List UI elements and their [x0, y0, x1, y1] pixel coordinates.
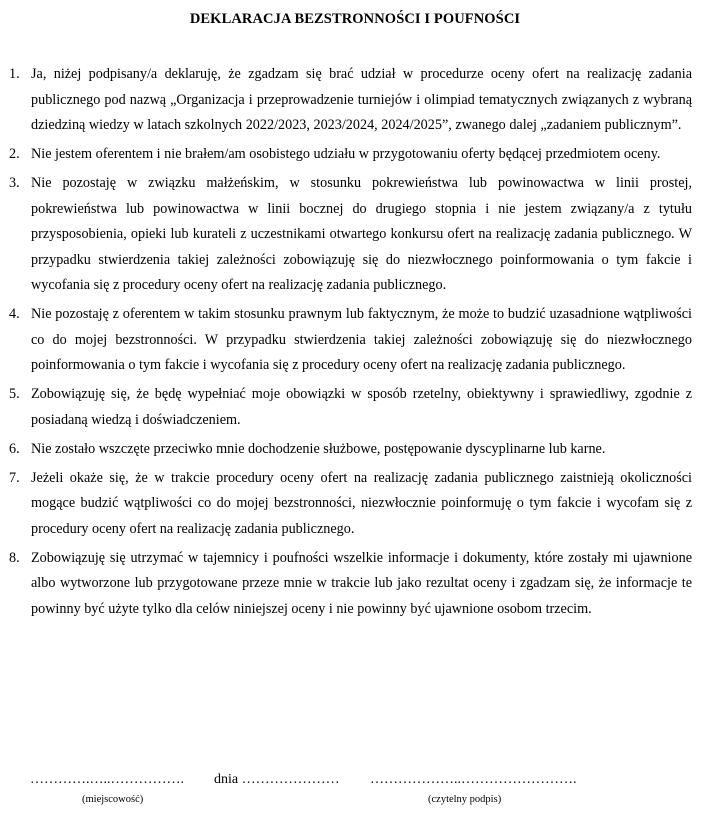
item-number: 4. — [9, 306, 20, 322]
item-text: Nie jestem oferentem i nie brałem/am osobistego udziału w przygotowaniu oferty będącej przedmiotem oceny. — [31, 146, 661, 162]
document-title: DEKLARACJA BEZSTRONNOŚCI I POUFNOŚCI — [189, 11, 521, 27]
declaration-item — [6, 302, 692, 379]
declaration-item — [6, 546, 692, 623]
item-text: Zobowiązuję się, że będę wypełniać moje obowiązki w sposób rzetelny, obiektywny i sprawiedliwy, zgodnie z posiadaną wiedzą i doświadczeniem. — [31, 386, 692, 428]
place-caption: (miejscowość) — [82, 794, 144, 805]
item-text: Nie pozostaję z oferentem w takim stosunku prawnym lub faktycznym, że może to budzić uzasadnione wątpliwości co do mojej bezstronności. W przypadku stwierdzenia takiej zależności zobowiązuję się do niezwłocznego poinformowania o tym fakcie i wycofania się z procedury oceny ofert na realizację zadania publicznego. — [31, 306, 692, 373]
declaration-list — [6, 62, 692, 626]
signature-caption: (czytelny podpis) — [428, 794, 502, 805]
signature-section — [0, 772, 710, 812]
item-text: Nie pozostaję w związku małżeńskim, w stosunku pokrewieństwa lub powinowactwa w linii prostej, pokrewieństwa lub powinowactwa w linii bocznej do drugiego stopnia i nie jestem związany/a z tytułu przysposobienia, opieki lub kurateli z uczestnikami otwartego konkursu ofert na realizację zadania publicznego. W przypadku stwierdzenia takiej zależności zobowiązuję się do niezwłocznego poinformowania o tym fakcie i wycofania się z procedury oceny ofert na realizację zadania publicznego. — [31, 175, 692, 293]
item-number: 2. — [9, 146, 20, 162]
item-number: 5. — [9, 386, 20, 402]
declaration-item — [6, 437, 692, 463]
declaration-item — [6, 62, 692, 139]
declaration-item — [6, 466, 692, 543]
item-text: Nie zostało wszczęte przeciwko mnie dochodzenie służbowe, postępowanie dyscyplinarne lub karne. — [31, 440, 606, 457]
declaration-item — [6, 142, 692, 168]
item-number: 8. — [9, 549, 20, 566]
signature-line: ………………..……………………. — [370, 772, 577, 787]
item-text: Jeżeli okaże się, że w trakcie procedury oceny ofert na realizację zadania publicznego zaistnieją okoliczności mogące budzić wątpliwości co do mojej bezstronności, niezwłocznie poinformuję o tym fakcie i wycofam się z procedury oceny ofert na realizację zadania publicznego. — [31, 469, 692, 537]
item-number: 7. — [9, 469, 20, 486]
item-text: Zobowiązuję się utrzymać w tajemnicy i poufności wszelkie informacje i dokumenty, które zostały mi ujawnione albo wytworzone lub przygotowane przeze mnie w trakcie lub jako rezultat oceny i zgadzam się, że informacje te powinny być użyte tylko dla celów niniejszej oceny i nie powinny być ujawnione osobom trzecim. — [31, 549, 692, 617]
date-line: dnia ………………… — [214, 772, 340, 787]
item-text: Ja, niżej podpisany/a deklaruję, że zgadzam się brać udział w procedurze oceny ofert na realizację zadania publicznego pod nazwą „Organizacja i przeprowadzenie turniejów i olimpiad tematycznych związanych z wybraną dziedziną wiedzy w latach szkolnych 2022/2023, 2023/2024, 2024/2025”, zwanego dalej „zadaniem publicznym”. — [31, 66, 692, 133]
place-line: ………….…..……………. — [30, 772, 184, 787]
item-number: 1. — [9, 66, 20, 82]
item-number: 6. — [9, 440, 20, 457]
item-number: 3. — [9, 175, 20, 191]
declaration-item — [6, 382, 692, 433]
declaration-item — [6, 171, 692, 299]
